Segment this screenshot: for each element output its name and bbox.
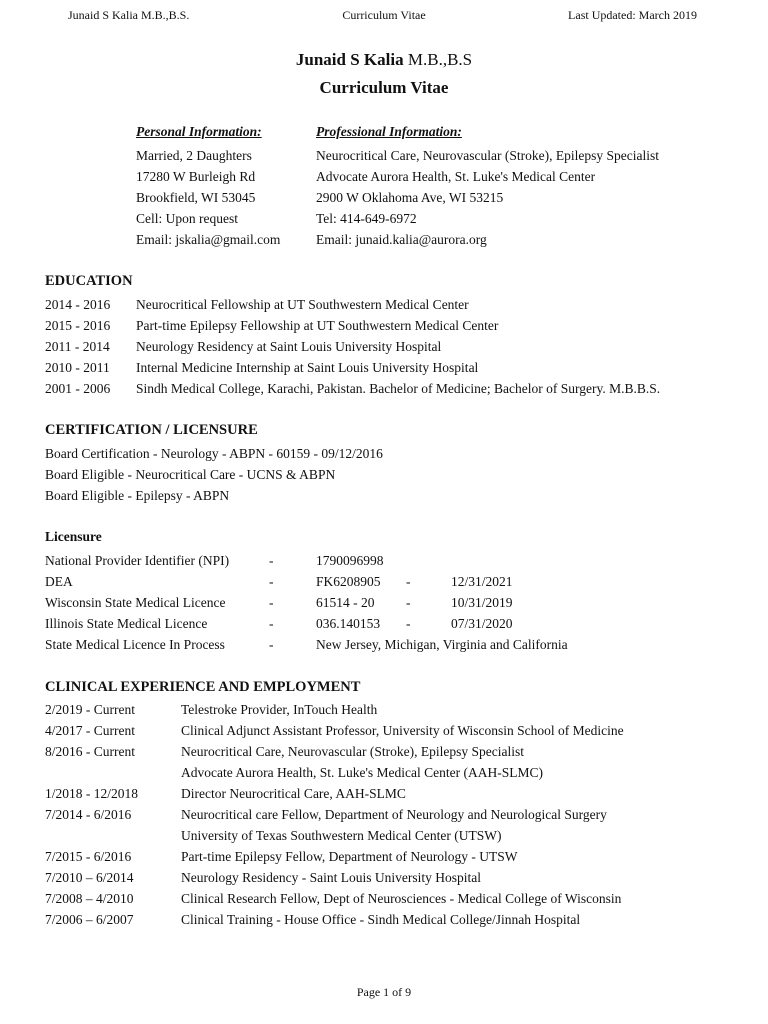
professional-line: Neurocritical Care, Neurovascular (Stroke), Epilepsy Specialist [316, 148, 660, 163]
licensure-row [45, 592, 745, 613]
education-text: Neurology Residency at Saint Louis University Hospital [136, 339, 442, 354]
personal-heading: Personal Information: [136, 124, 262, 139]
clinical-dates: 7/2014 - 6/2016 [45, 807, 132, 822]
personal-line: 17280 W Burleigh Rd [136, 169, 256, 184]
certification-line: Board Certification - Neurology - ABPN - 60159 - 09/12/2016 [45, 446, 383, 461]
clinical-row [45, 783, 745, 804]
education-text: Neurocritical Fellowship at UT Southwestern Medical Center [136, 297, 469, 312]
clinical-list [45, 699, 745, 930]
professional-line: Tel: 414-649-6972 [316, 211, 417, 226]
clinical-text: Clinical Training - House Office - Sindh Medical College/Jinnah Hospital [181, 912, 581, 927]
header-center: Curriculum Vitae [342, 8, 426, 22]
clinical-text: Clinical Research Fellow, Dept of Neurosciences - Medical College of Wisconsin [181, 891, 622, 906]
clinical-row [45, 867, 745, 888]
clinical-text: Neurocritical care Fellow, Department of Neurology and Neurological Surgery [181, 807, 607, 822]
clinical-dates: 8/2016 - Current [45, 744, 135, 759]
clinical-text: Neurology Residency - Saint Louis University Hospital [181, 870, 481, 885]
education-row [45, 378, 745, 399]
licensure-dash: - [269, 616, 274, 631]
degree-suffix: M.B.,B.S [403, 50, 473, 69]
education-row [45, 336, 745, 357]
page-number: Page 1 of 9 [356, 985, 412, 999]
education-years: 2015 - 2016 [45, 318, 111, 333]
licensure-row [45, 634, 745, 655]
personal-email: Email: jskalia@gmail.com [136, 232, 281, 247]
licensure-dash: - [269, 595, 274, 610]
clinical-text: Clinical Adjunct Assistant Professor, University of Wisconsin School of Medicine [181, 723, 624, 738]
clinical-dates: 7/2008 – 4/2010 [45, 891, 134, 906]
professional-heading: Professional Information: [316, 124, 462, 139]
licensure-expiry: 07/31/2020 [451, 616, 513, 631]
education-text: Part-time Epilepsy Fellowship at UT Southwestern Medical Center [136, 318, 499, 333]
licensure-row [45, 571, 745, 592]
clinical-row [45, 741, 745, 762]
cv-subtitle: Curriculum Vitae [319, 78, 449, 97]
licensure-value: 1790096998 [316, 553, 384, 568]
name-text: Junaid S Kalia [295, 50, 404, 69]
clinical-dates: 7/2010 – 6/2014 [45, 870, 134, 885]
licensure-dash: - [406, 616, 411, 631]
header-right: Last Updated: March 2019 [568, 8, 697, 22]
licensure-table [45, 550, 745, 655]
education-text: Internal Medicine Internship at Saint Louis University Hospital [136, 360, 479, 375]
clinical-row [45, 699, 745, 720]
clinical-row [45, 825, 745, 846]
certification-line: Board Eligible - Neurocritical Care - UCNS & ABPN [45, 467, 336, 482]
education-text: Sindh Medical College, Karachi, Pakistan. Bachelor of Medicine; Bachelor of Surgery. M.B.B.S. [136, 381, 661, 396]
licensure-value: New Jersey, Michigan, Virginia and California [316, 637, 568, 652]
education-heading: EDUCATION [45, 273, 133, 289]
licensure-dash: - [269, 574, 274, 589]
certification-list [45, 443, 383, 506]
clinical-dates: 2/2019 - Current [45, 702, 135, 717]
licensure-dash: - [406, 595, 411, 610]
clinical-row [45, 909, 745, 930]
clinical-text: Telestroke Provider, InTouch Health [181, 702, 378, 717]
personal-line: Married, 2 Daughters [136, 148, 252, 163]
personal-block [136, 145, 280, 250]
clinical-dates: 1/2018 - 12/2018 [45, 786, 138, 801]
licensure-dash: - [406, 574, 411, 589]
header-left: Junaid S Kalia M.B.,B.S. [68, 8, 190, 22]
education-row [45, 294, 745, 315]
education-years: 2001 - 2006 [45, 381, 111, 396]
education-years: 2014 - 2016 [45, 297, 111, 312]
professional-line: Advocate Aurora Health, St. Luke's Medical Center [316, 169, 596, 184]
clinical-dates: 4/2017 - Current [45, 723, 135, 738]
licensure-label: Illinois State Medical Licence [45, 616, 208, 631]
clinical-text: University of Texas Southwestern Medical Center (UTSW) [181, 828, 502, 843]
clinical-dates: 7/2015 - 6/2016 [45, 849, 132, 864]
clinical-row [45, 762, 745, 783]
clinical-dates: 7/2006 – 6/2007 [45, 912, 134, 927]
licensure-expiry: 10/31/2019 [451, 595, 513, 610]
clinical-row [45, 804, 745, 825]
licensure-label: National Provider Identifier (NPI) [45, 553, 230, 568]
licensure-label: DEA [45, 574, 73, 589]
clinical-text: Advocate Aurora Health, St. Luke's Medical Center (AAH-SLMC) [181, 765, 543, 780]
licensure-value: 036.140153 [316, 616, 381, 631]
licensure-dash: - [269, 637, 274, 652]
education-list [45, 294, 745, 399]
professional-block [316, 145, 659, 250]
clinical-row [45, 720, 745, 741]
licensure-value: 61514 - 20 [316, 595, 375, 610]
clinical-row [45, 888, 745, 909]
licensure-row [45, 550, 745, 571]
personal-line: Cell: Upon request [136, 211, 238, 226]
clinical-row [45, 846, 745, 867]
licensure-value: FK6208905 [316, 574, 381, 589]
licensure-heading: Licensure [45, 529, 102, 544]
certification-line: Board Eligible - Epilepsy - ABPN [45, 488, 230, 503]
licensure-label: State Medical Licence In Process [45, 637, 225, 652]
clinical-heading: CLINICAL EXPERIENCE AND EMPLOYMENT [45, 679, 361, 695]
education-years: 2010 - 2011 [45, 360, 110, 375]
professional-line: 2900 W Oklahoma Ave, WI 53215 [316, 190, 504, 205]
clinical-text: Director Neurocritical Care, AAH-SLMC [181, 786, 406, 801]
personal-line: Brookfield, WI 53045 [136, 190, 256, 205]
education-years: 2011 - 2014 [45, 339, 110, 354]
licensure-row [45, 613, 745, 634]
licensure-label: Wisconsin State Medical Licence [45, 595, 226, 610]
clinical-text: Part-time Epilepsy Fellow, Department of Neurology - UTSW [181, 849, 518, 864]
education-row [45, 315, 745, 336]
cv-name [0, 50, 768, 70]
licensure-dash: - [269, 553, 274, 568]
professional-email: Email: junaid.kalia@aurora.org [316, 232, 487, 247]
licensure-expiry: 12/31/2021 [451, 574, 513, 589]
clinical-text: Neurocritical Care, Neurovascular (Stroke), Epilepsy Specialist [181, 744, 525, 759]
certification-heading: CERTIFICATION / LICENSURE [45, 422, 258, 438]
education-row [45, 357, 745, 378]
